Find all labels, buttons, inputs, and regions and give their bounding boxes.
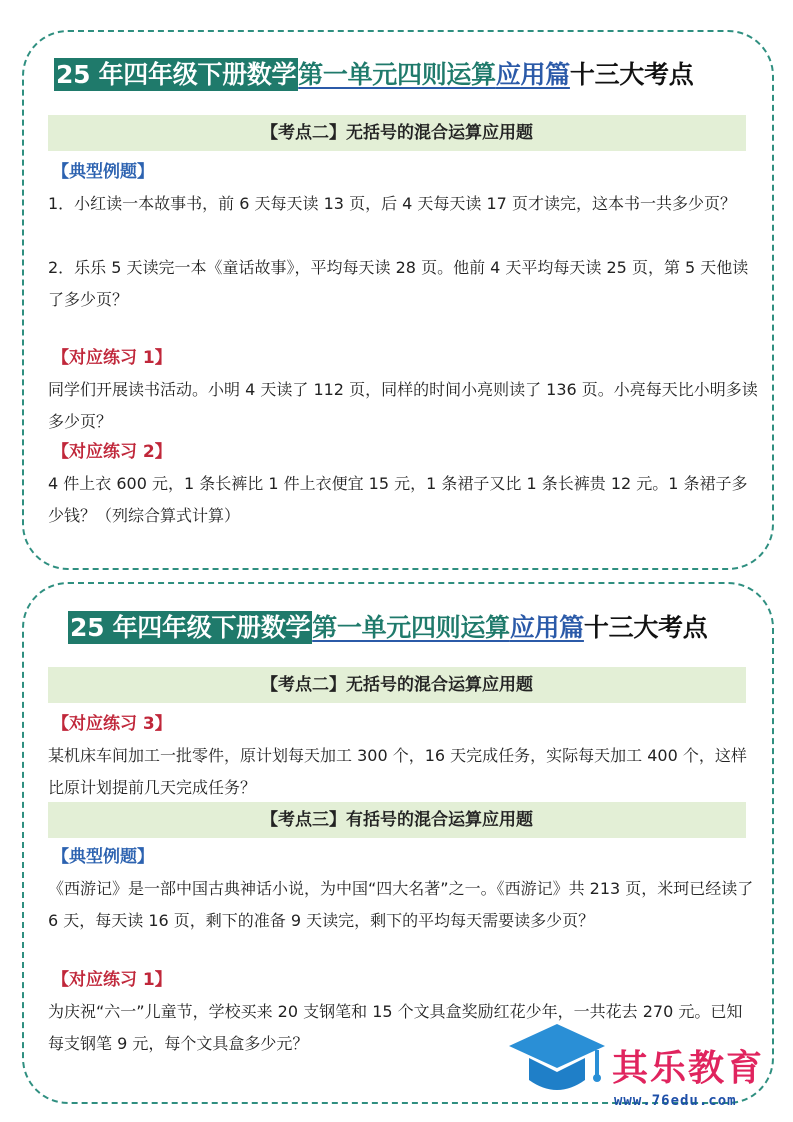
logo-name: 其乐教育 [612,1047,765,1089]
practice-2-label: 【对应练习 2】 [52,442,172,462]
example-label: 【典型例题】 [52,847,154,867]
title-chapter: 应用篇 [509,613,584,642]
topic-banner: 【考点三】有括号的混合运算应用题 [48,802,746,838]
title-unit: 第一单元四则运算 [298,60,496,89]
practice-3-text: 某机床车间加工一批零件，原计划每天加工 300 个，16 天完成任务，实际每天加工 400 个，这样比原计划提前几天完成任务？ [48,746,747,797]
practice-3-label: 【对应练习 3】 [52,714,172,734]
practice-1-label: 【对应练习 1】 [52,348,172,368]
practice-1-text: 同学们开展读书活动。小明 4 天读了 112 页，同样的时间小亮则读了 136 页。小亮每天比小明多读多少页？ [48,380,758,431]
title-highlight: 25 年四年级下册数学 [70,613,311,642]
graduation-cap-icon [507,1020,607,1108]
practice-1-text: 为庆祝“六一”儿童节，学校买来 20 支钢笔和 15 个文具盒奖励红花少年，一共花去 270 元。已知每支钢笔 9 元，每个文具盒多少元？ [48,1002,743,1053]
logo-url: www.76edu.com [614,1093,737,1109]
example-question-2: 2．乐乐 5 天读完一本《童话故事》，平均每天读 28 页。他前 4 天平均每天读 25 页，第 5 天他读了多少页？ [48,258,749,309]
title-unit: 第一单元四则运算 [312,613,510,642]
practice-2-text: 4 件上衣 600 元，1 条长裤比 1 件上衣便宜 15 元，1 条裙子又比 1 条长裤贵 12 元。1 条裙子多少钱？（列综合算式计算） [48,474,748,525]
card-1-title [54,58,693,92]
example-text: 《西游记》是一部中国古典神话小说，为中国“四大名著”之一。《西游记》共 213 页，米珂已经读了 6 天，每天读 16 页，剩下的准备 9 天读完，剩下的平均每天需要读多少页？ [48,879,754,930]
title-suffix: 十三大考点 [583,613,708,642]
example-label: 【典型例题】 [52,162,154,182]
title-chapter: 应用篇 [495,60,570,89]
title-highlight: 25 年四年级下册数学 [56,60,297,89]
example-question-1: 1．小红读一本故事书，前 6 天每天读 13 页，后 4 天每天读 17 页才读完，这本书一共多少页？ [48,194,736,213]
topic-banner: 【考点二】无括号的混合运算应用题 [48,667,746,703]
topic-banner: 【考点二】无括号的混合运算应用题 [48,115,746,151]
practice-1-label: 【对应练习 1】 [52,970,172,990]
title-suffix: 十三大考点 [569,60,694,89]
card-2-title [68,611,707,645]
